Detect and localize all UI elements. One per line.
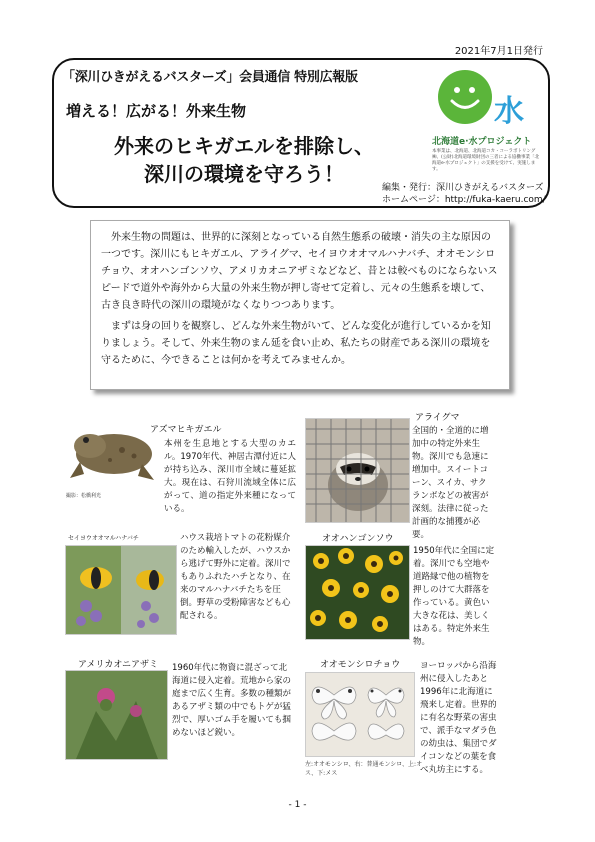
newsletter-title: 「深川ひきがえるバスターズ」会員通信 特別広報版 xyxy=(62,70,358,85)
bee-name: セイヨウオオマルハナバチ xyxy=(68,535,139,542)
butterfly-description: ヨーロッパから沿海州に侵入したあと1996年に北海道に飛来し定着。世界的に有名な野菜の害虫で、派手なマダラ色の幼虫は、集団でダイコンなどの葉を食べ丸坊主にする。 xyxy=(420,661,497,775)
bee-description: ハウス栽培トマトの花粉媒介のため輸入したが、ハウスから逃げて野外に定着。深川でもありふれたハチとなり、在来のマルハナバチたちを圧倒。野草の受粉障害なども心配される。 xyxy=(180,533,291,621)
logo-name: 北海道e·水プロジェクト xyxy=(432,137,532,147)
raccoon-description: 全国的・全道的に増加中の特定外来生物。深川でも急速に増加中。スイートコーン、スイカ、サクランボなどの被害が深刻。法律に従った計画的な捕獲が必要。 xyxy=(412,426,489,540)
thistle-name: アメリカオニアザミ xyxy=(78,660,159,670)
toad-description: 本州を生息地とする大型のカエル。1970年代、神居古潭付近に人が持ち込み、深川市全域に蔓延拡大。現在は、石狩川流域全体に広がって、道の指定外来種になっている。 xyxy=(164,439,296,514)
thistle-photo xyxy=(65,670,168,760)
feature-subtitle: 増える！広がる！外来生物 xyxy=(66,102,247,120)
main-headline-line2: 深川の環境を守ろう！ xyxy=(144,162,344,186)
logo-description: 本事業は、北海道、北海道コカ・コーラボトリング㈱、(公財)北海道環境財団の三者による協働事業「北海道e-水プロジェクト」の支援を受けて、実施します。 xyxy=(432,149,540,172)
butterfly-name: オオモンシロチョウ xyxy=(320,660,401,670)
raccoon-photo xyxy=(305,418,410,523)
bee-photo xyxy=(65,545,177,635)
toad-photo xyxy=(62,412,164,486)
main-headline xyxy=(94,132,394,188)
butterfly-photo xyxy=(305,672,415,757)
rudbeckia-name: オオハンゴンソウ xyxy=(322,534,394,544)
homepage-line: ホームページ：http://fuka-kaeru.com/ xyxy=(382,195,546,205)
intro-paragraph-2: まずは身の回りを観察し、どんな外来生物がいて、どんな変化が進行しているかを知りましょう。そして、外来生物のまん延を食い止め、私たちの財産である深川の環境を守るために、今できることは何かを考えてみませんか。 xyxy=(101,321,491,366)
main-headline-line1: 外来のヒキガエルを排除し、 xyxy=(114,134,374,158)
header-box xyxy=(52,58,550,208)
toad-name: アズマヒキガエル xyxy=(150,425,222,435)
publisher-info xyxy=(382,182,546,206)
toad-photo-credit: 撮影：松橋利光 xyxy=(66,493,102,499)
intro-box xyxy=(90,220,510,390)
smile-logo-icon xyxy=(438,70,492,124)
raccoon-name: アライグマ xyxy=(415,413,460,423)
intro-paragraph-1: 外来生物の問題は、世界的に深刻となっている自然生態系の破壊・消失の主な原因の一つです。深川にもヒキガエル、アライグマ、セイヨウオオマルハナバチ、オオモンシロチョウ、オオハンゴンソウ、アメリカオニアザミなどなど、昔とは較べものにならないスピードで道外や海外から大量の外来生物が押し寄せて定着し、元々の生態系を壊して、古き良き時代の深川の環境がなくなりつつあります。 xyxy=(101,232,498,311)
issue-date: 2021年7月1日発行 xyxy=(454,46,543,57)
editor-line: 編集・発行：深川ひきがえるバスターズ xyxy=(382,183,544,193)
thistle-description: 1960年代に物資に混ざって北海道に侵入定着。荒地から家の庭まで広く生育。多数の種類があるアザミ類の中でもトゲが猛烈で、厚いゴム手を履いても掴めないほど鋭い。 xyxy=(172,663,292,738)
e-water-logo xyxy=(432,70,540,173)
rudbeckia-photo xyxy=(305,545,410,640)
butterfly-photo-note: 左:オオモンシロ、右：普通モンシロ、上:オス、下:メス xyxy=(305,761,423,777)
water-kanji-mark: 水 xyxy=(494,94,524,129)
page-number: - 1 - xyxy=(288,800,307,810)
rudbeckia-description: 1950年代に全国に定着。深川でも空地や道路縁で他の植物を押しのけて大群落を作っている。黄色い大きな花は、美しくはある。特定外来生物。 xyxy=(413,546,495,647)
